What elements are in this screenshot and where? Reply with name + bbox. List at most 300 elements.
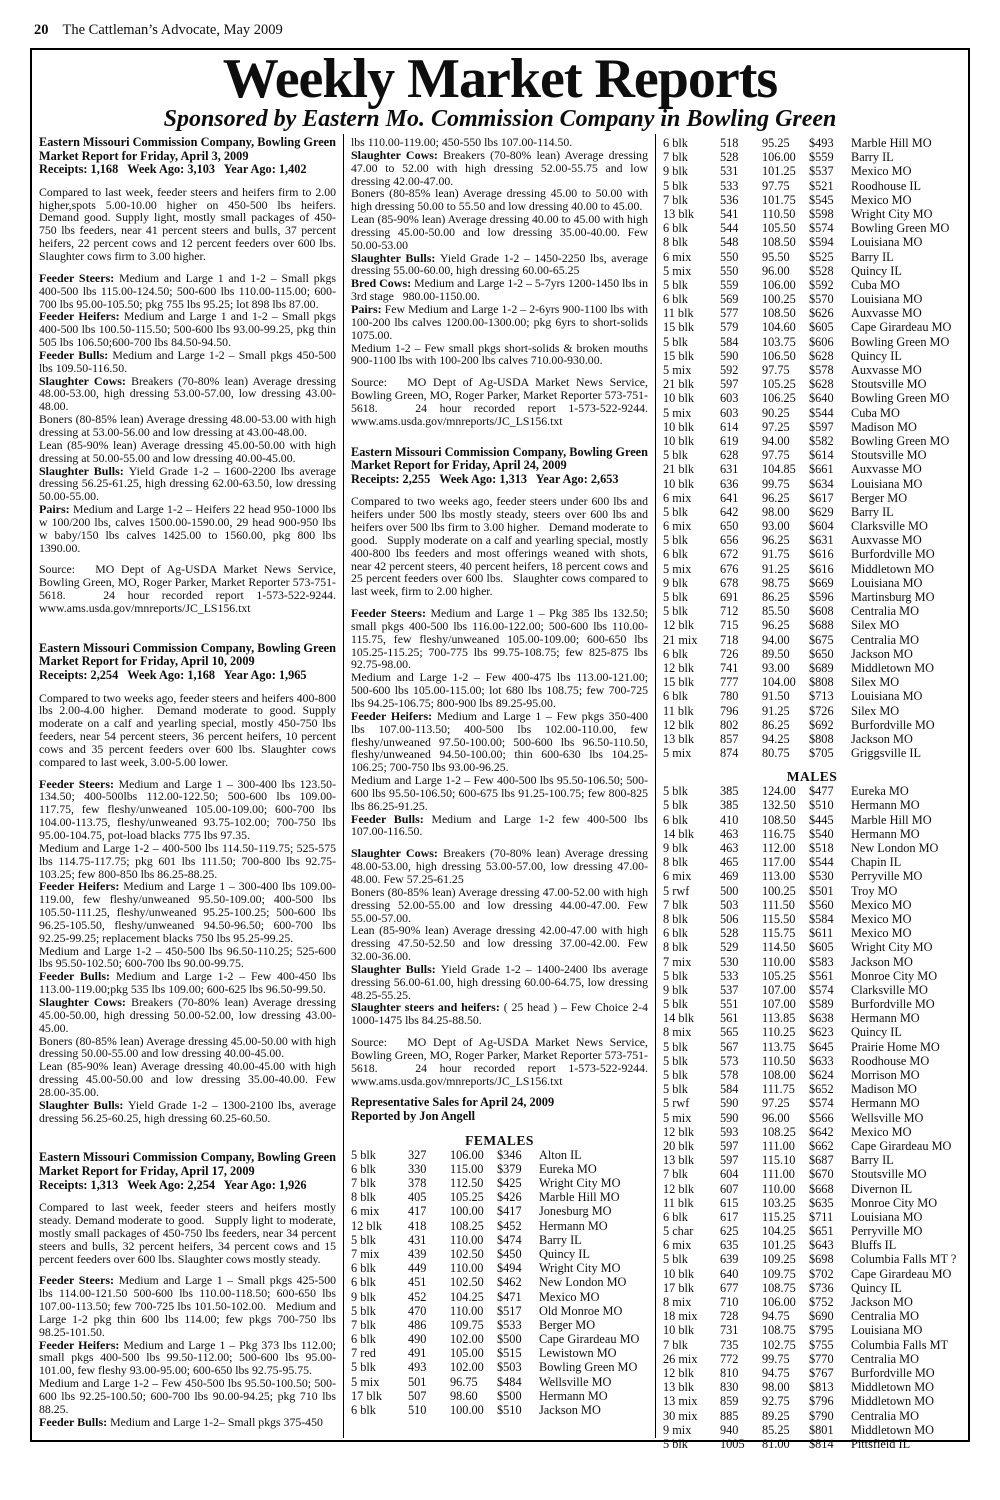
sale-head-count: 5 blk: [663, 784, 688, 799]
sale-origin: Mexico MO: [851, 164, 912, 179]
sale-price: 99.75: [762, 1351, 790, 1366]
sale-price: 80.75: [762, 746, 790, 761]
sale-total: $796: [809, 1394, 834, 1409]
sale-price: 117.00: [762, 855, 796, 870]
sale-row: [351, 1403, 648, 1417]
sale-price: 105.25: [762, 968, 796, 983]
sale-total: $494: [497, 1261, 522, 1276]
sale-row: [351, 1304, 648, 1318]
sale-weight: 617: [720, 1209, 739, 1224]
sale-weight: 385: [720, 784, 739, 799]
sale-total: $426: [497, 1190, 522, 1205]
sale-row: [663, 1423, 961, 1437]
sale-weight: 678: [720, 575, 739, 590]
sale-weight: 537: [720, 982, 739, 997]
sale-origin: Quincy IL: [851, 1025, 902, 1040]
sale-origin: New London MO: [539, 1275, 627, 1290]
sale-price: 107.00: [762, 997, 796, 1012]
sale-head-count: 8 blk: [663, 911, 688, 926]
sale-total: $525: [809, 249, 834, 264]
sale-head-count: 13 blk: [663, 206, 695, 221]
sale-origin: Columbia Falls MT ?: [851, 1252, 957, 1267]
sales-table-title: MALES: [786, 769, 838, 785]
sale-total: $530: [809, 869, 834, 884]
sale-total: $582: [809, 433, 834, 448]
sale-total: $596: [809, 590, 834, 604]
sale-weight: 859: [720, 1394, 739, 1409]
sale-row: [663, 912, 961, 926]
sale-origin: Auxvasse MO: [851, 533, 922, 548]
sale-row: [663, 1295, 961, 1309]
sale-head-count: 10 blk: [663, 419, 695, 434]
sale-total: $634: [809, 476, 834, 491]
sale-total: $617: [809, 490, 834, 505]
sale-weight: 604: [720, 1167, 739, 1182]
report-header-line: Market Report for Friday, April 24, 2009: [351, 458, 567, 473]
sale-row: [663, 855, 961, 869]
sale-price: 111.00: [762, 1167, 795, 1182]
sale-weight: 780: [720, 689, 739, 704]
sale-price: 99.75: [762, 476, 790, 491]
sale-head-count: 5 blk: [663, 997, 688, 1012]
sale-total: $687: [809, 1153, 834, 1168]
sale-head-count: 10 blk: [663, 1323, 695, 1338]
sale-weight: 639: [720, 1252, 739, 1267]
sale-origin: Quincy IL: [851, 1280, 902, 1295]
sale-price: 110.00: [450, 1261, 484, 1276]
sale-price: 92.75: [762, 1394, 790, 1409]
sale-weight: 718: [720, 632, 739, 647]
sale-price: 96.00: [762, 263, 790, 278]
sale-head-count: 5 blk: [663, 968, 688, 983]
sale-total: $425: [497, 1176, 522, 1191]
sale-row: [663, 675, 961, 689]
sale-row: [663, 1366, 961, 1380]
sale-price: 115.10: [762, 1153, 796, 1168]
sale-total: $471: [497, 1289, 522, 1304]
report-paragraph: Feeder Steers: Medium and Large 1 – Pkg 385 lbs 132.50; small pkgs 400-500 lbs 116.00-122.00; 500-600 lbs 110.00-115.75, few fleshy/unweaned 105.00-109.00; 600-650 lbs 105.25-115.25; 700-775 lbs 99.75-108.75; few 825-875 lbs 92.75-98.00.: [351, 606, 649, 672]
sale-price: 102.50: [450, 1275, 484, 1290]
sale-head-count: 12 blk: [663, 1124, 695, 1139]
sale-weight: 561: [720, 1011, 739, 1026]
sale-head-count: 8 mix: [663, 1295, 692, 1309]
report-paragraph: Compared to two weeks ago, feeder steers under 600 lbs and heifers under 500 lbs mostly steady, steers over 600 lbs and heifers over 500 lbs firm to 3.00 higher. Demand moderate to good. Supply moderate on a calf and yearling special, mostly 400-800 lbs feeders and most offerings weaned with shots, near 42 percent steers, 40 percent heifers, 18 percent cows and 25 percent feeders over 600 lbs. Slaughter cows compared to last week, firm to 2.00 higher.: [351, 494, 648, 599]
sale-head-count: 6 mix: [663, 869, 692, 884]
report-paragraph: Slaughter steers and heifers: ( 25 head ) – Few Choice 2-4 1000-1475 lbs 84.25-88.50.: [351, 1000, 648, 1028]
sale-total: $624: [809, 1068, 834, 1082]
sale-head-count: 6 mix: [663, 519, 692, 534]
sale-total: $642: [809, 1124, 834, 1139]
sale-price: 101.25: [762, 1238, 796, 1253]
masthead: [32, 50, 968, 132]
sale-weight: 501: [408, 1374, 427, 1389]
sale-row: [663, 997, 961, 1011]
sale-total: $462: [497, 1275, 522, 1290]
report-header-line: Market Report for Friday, April 10, 2009: [39, 654, 255, 669]
sale-total: $574: [809, 221, 834, 236]
sale-head-count: 6 blk: [663, 292, 688, 307]
sale-row: [663, 420, 961, 434]
sale-price: 115.25: [762, 1209, 796, 1224]
report-header: [39, 136, 336, 177]
sale-price: 94.75: [762, 1365, 790, 1380]
sale-total: $755: [809, 1337, 834, 1352]
sale-total: $606: [809, 334, 834, 349]
sale-price: 98.75: [762, 575, 790, 590]
sale-total: $801: [809, 1422, 834, 1437]
sale-origin: Bowling Green MO: [539, 1360, 638, 1375]
sale-row: [663, 250, 961, 264]
report-paragraph: Feeder Steers: Medium and Large 1 – Small pkgs 425-500 lbs 114.00-121.50 500-600 lbs 110.00-118.50; 600-650 lbs 107.00-113.50; few 700-725 lbs 101.50-102.00. Medium and Large 1-2 pkg thin 600 lbs 114.00; few pkgs 700-750 lbs 98.25-101.50.: [39, 1273, 336, 1339]
sale-weight: 830: [720, 1380, 739, 1395]
sale-row: [663, 406, 961, 420]
spacer: [39, 624, 336, 633]
sale-row: [663, 533, 961, 547]
sale-origin: Centralia MO: [851, 604, 919, 619]
sale-price: 105.50: [762, 221, 796, 236]
sale-head-count: 12 blk: [663, 1365, 695, 1380]
sale-weight: 469: [720, 869, 739, 884]
sale-price: 98.00: [762, 1380, 790, 1395]
sale-row: [663, 1210, 961, 1224]
sale-head-count: 11 blk: [663, 1195, 694, 1210]
sale-weight: 802: [720, 717, 739, 732]
sale-total: $570: [809, 292, 834, 307]
sale-origin: Stoutsville MO: [851, 448, 927, 463]
sale-head-count: 21 mix: [663, 632, 698, 647]
sale-total: $566: [809, 1110, 834, 1125]
sale-weight: 470: [408, 1303, 427, 1318]
sale-weight: 439: [408, 1246, 427, 1261]
sale-row: [663, 704, 961, 718]
sale-row: [663, 150, 961, 164]
sale-price: 110.25: [762, 1025, 796, 1040]
sale-total: $533: [497, 1317, 522, 1332]
sale-total: $604: [809, 519, 834, 534]
sale-origin: Bluffs IL: [851, 1238, 897, 1253]
sale-price: 106.00: [762, 150, 796, 165]
sale-head-count: 5 char: [663, 1224, 694, 1239]
sale-origin: Centralia MO: [851, 1351, 919, 1366]
report-header: [351, 1096, 648, 1123]
sale-head-count: 5 blk: [351, 1360, 376, 1375]
sale-origin: Madison MO: [851, 1082, 917, 1097]
paragraph-lead: Bred Cows:: [351, 276, 415, 291]
report-paragraph: Boners (80-85% lean) Average dressing 45.00 to 50.00 with high dressing 50.00 to 55.50 and low dressing 40.00 to 45.00.: [351, 186, 648, 214]
sale-row: [663, 264, 961, 278]
sale-origin: Middletown MO: [851, 1380, 935, 1395]
sale-row: [663, 391, 961, 405]
paragraph-lead: Feeder Steers:: [39, 1273, 119, 1288]
sale-origin: Mexico MO: [851, 1124, 912, 1139]
sale-origin: New London MO: [851, 841, 939, 855]
sale-total: $493: [809, 136, 834, 150]
sale-price: 91.25: [762, 561, 790, 576]
sale-price: 116.75: [762, 826, 796, 841]
sale-head-count: 6 mix: [663, 1238, 692, 1253]
sale-head-count: 6 blk: [663, 547, 688, 562]
report-paragraph: Feeder Steers: Medium and Large 1 – 300-400 lbs 123.50-134.50; 400-500lbs 112.00-122.50; 500-600 lbs 109.00-117.75, few fleshy/unweaned 105.00-109.00; 600-700 lbs 104.00-113.75, fleshy/unweaned 93.75-102.00; 700-750 lbs 95.00-104.75, pot-load blacks 775 lbs 97.35.: [39, 776, 336, 842]
sale-total: $692: [809, 717, 834, 732]
sale-weight: 642: [720, 504, 739, 519]
sale-total: $540: [809, 826, 834, 841]
sale-row: [663, 1196, 961, 1210]
sale-weight: 607: [720, 1181, 739, 1196]
sale-origin: Hermann MO: [851, 1096, 920, 1111]
sale-price: 91.75: [762, 547, 790, 562]
sale-row: [351, 1162, 648, 1176]
sale-price: 94.00: [762, 433, 790, 448]
sale-head-count: 17 blk: [663, 1280, 695, 1295]
sale-weight: 676: [720, 561, 739, 576]
report-paragraph: Slaughter Cows: Breakers (70-80% lean) Average dressing 47.00 to 52.00 with high dressing 52.00-55.75 and low dressing 42.00-47.00.: [351, 147, 648, 188]
sale-weight: 529: [720, 940, 739, 955]
sale-weight: 548: [720, 235, 739, 250]
sale-origin: Perryville MO: [851, 869, 923, 884]
sale-weight: 417: [408, 1204, 427, 1219]
sale-weight: 796: [720, 703, 739, 718]
sale-head-count: 5 blk: [663, 277, 688, 292]
sale-total: $668: [809, 1181, 834, 1196]
sale-head-count: 6 blk: [351, 1403, 376, 1418]
sale-weight: 741: [720, 660, 739, 675]
sale-price: 97.75: [762, 178, 790, 193]
sale-head-count: 6 mix: [663, 249, 692, 264]
sale-head-count: 6 blk: [663, 926, 688, 941]
sale-price: 105.25: [450, 1190, 484, 1205]
sale-row: [663, 491, 961, 505]
sale-origin: Old Monroe MO: [539, 1303, 623, 1318]
sale-price: 102.50: [450, 1246, 484, 1261]
column-right: [656, 134, 968, 1451]
sale-origin: Burfordville MO: [851, 1365, 935, 1380]
sale-total: $510: [497, 1403, 522, 1418]
sale-price: 108.25: [450, 1218, 484, 1233]
sale-weight: 628: [720, 448, 739, 463]
sale-weight: 431: [408, 1232, 427, 1247]
sale-row: [663, 519, 961, 533]
sale-price: 112.50: [450, 1176, 484, 1191]
sale-total: $417: [497, 1204, 522, 1219]
sale-origin: Louisiana MO: [851, 1323, 923, 1338]
sale-price: 101.75: [762, 192, 796, 207]
sale-weight: 631: [720, 462, 739, 477]
sale-head-count: 10 blk: [663, 476, 695, 491]
report-paragraph: Medium and Large 1-2 – 400-500 lbs 114.50-119.75; 525-575 lbs 114.75-117.75; pkg 601 lbs 111.50; 700-800 lbs 92.75-103.25; few 800-850 lbs 86.25-88.25.: [39, 840, 336, 881]
sale-price: 115.00: [450, 1161, 484, 1176]
sale-price: 97.75: [762, 363, 790, 377]
sale-total: $559: [809, 150, 834, 165]
sale-origin: Bowling Green MO: [851, 221, 950, 236]
sale-row: [663, 732, 961, 746]
sale-origin: Chapin IL: [851, 855, 902, 870]
report-header: [351, 446, 648, 487]
sale-head-count: 5 blk: [663, 1252, 688, 1267]
sale-row: [351, 1261, 648, 1275]
sale-weight: 940: [720, 1422, 739, 1437]
report-paragraph: Feeder Heifers: Medium and Large 1 and 1-2 – Small pkgs 400-500 lbs 100.50-115.50; 500-600 lbs 93.00-99.25, pkg thin 505 lbs 106.50;600-700 lbs 84.50-94.50.: [39, 309, 337, 350]
sale-total: $500: [497, 1388, 522, 1403]
sale-row: [663, 618, 961, 632]
sale-price: 96.00: [762, 1110, 790, 1125]
sale-total: $643: [809, 1238, 834, 1253]
sale-origin: Quincy IL: [851, 263, 902, 278]
sale-price: 113.00: [762, 869, 796, 884]
sale-origin: Monroe City MO: [851, 1195, 938, 1210]
sale-price: 105.25: [762, 377, 796, 392]
sale-price: 110.50: [762, 1053, 796, 1068]
sale-total: $635: [809, 1195, 834, 1210]
sale-row: [663, 1437, 961, 1451]
sale-price: 95.50: [762, 249, 790, 264]
sale-weight: 536: [720, 192, 739, 207]
sale-weight: 518: [720, 136, 739, 150]
paragraph-lead: Pairs:: [351, 301, 385, 316]
sale-origin: Perryville MO: [851, 1224, 923, 1239]
sale-origin: Mexico MO: [539, 1289, 600, 1304]
sale-total: $702: [809, 1266, 834, 1281]
sale-head-count: 12 blk: [351, 1218, 383, 1233]
sale-row: [351, 1346, 648, 1360]
report-paragraph: lbs 110.00-119.00; 450-550 lbs 107.00-114.50.: [351, 135, 573, 149]
sale-price: 104.25: [762, 1224, 796, 1239]
report-paragraph: Slaughter Bulls: Yield Grade 1-2 – 1400-2400 lbs average dressing 56.00-61.00, high dressing 60.00-64.75, low dressing 48.25-55.25.: [351, 961, 648, 1002]
sale-origin: Stoutsville MO: [851, 377, 927, 392]
sale-origin: Louisiana MO: [851, 575, 923, 590]
sale-origin: Jackson MO: [851, 731, 913, 746]
sale-origin: Alton IL: [539, 1147, 582, 1162]
sale-head-count: 6 mix: [663, 490, 692, 505]
sale-total: $629: [809, 504, 834, 519]
sale-price: 97.25: [762, 1096, 790, 1111]
sale-head-count: 9 blk: [663, 575, 688, 590]
sale-price: 104.25: [450, 1289, 484, 1304]
spacer: [39, 615, 336, 624]
sale-price: 111.50: [762, 897, 795, 912]
paragraph-lead: Slaughter Bulls:: [351, 250, 441, 265]
sale-origin: Cuba MO: [851, 405, 900, 420]
report-paragraph: Boners (80-85% lean) Average dressing 48.00-53.00 with high dressing at 53.00-56.00 and low dressing at 43.00-48.00.: [39, 412, 336, 439]
sale-origin: Divernon IL: [851, 1181, 913, 1196]
sale-price: 105.00: [450, 1346, 484, 1361]
sale-total: $592: [809, 277, 834, 292]
sale-head-count: 13 blk: [663, 1380, 695, 1395]
sale-price: 96.25: [762, 618, 790, 633]
sale-weight: 327: [408, 1147, 427, 1162]
sale-origin: Troy MO: [851, 883, 898, 898]
sale-origin: Barry IL: [851, 504, 894, 519]
sale-head-count: 5 mix: [663, 1110, 692, 1125]
sale-total: $616: [809, 561, 834, 576]
sale-total: $544: [809, 855, 834, 870]
sale-total: $661: [809, 462, 834, 477]
sale-row: [663, 1409, 961, 1423]
sale-weight: 465: [720, 855, 739, 870]
sale-row: [663, 661, 961, 675]
sale-total: $379: [497, 1161, 522, 1176]
sale-price: 109.75: [450, 1317, 484, 1332]
sale-total: $808: [809, 675, 834, 690]
sale-weight: 635: [720, 1238, 739, 1253]
sale-weight: 503: [720, 897, 739, 912]
sale-head-count: 5 blk: [663, 1053, 688, 1068]
sale-weight: 569: [720, 292, 739, 307]
report-header-line: Representative Sales for April 24, 2009: [351, 1095, 555, 1110]
sale-origin: Wright City MO: [539, 1176, 621, 1191]
sale-row: [663, 278, 961, 292]
spacer: [351, 428, 648, 437]
publication-title: The Cattleman’s Advocate, May 2009: [62, 22, 283, 38]
sale-origin: Bowling Green MO: [851, 334, 950, 349]
sale-head-count: 20 blk: [663, 1138, 695, 1153]
sale-origin: Jonesburg MO: [539, 1204, 612, 1219]
sale-origin: Wellsville MO: [539, 1374, 612, 1389]
sale-total: $510: [809, 798, 834, 813]
sale-price: 93.00: [762, 519, 790, 534]
sale-total: $675: [809, 632, 834, 647]
sale-origin: Berger MO: [851, 490, 908, 505]
sale-head-count: 5 blk: [663, 1068, 688, 1082]
sale-weight: 451: [408, 1275, 427, 1290]
sale-total: $346: [497, 1147, 522, 1162]
sale-total: $445: [809, 812, 834, 827]
sale-head-count: 8 blk: [663, 235, 688, 250]
sale-price: 89.25: [762, 1408, 790, 1423]
sale-row: [663, 784, 961, 798]
sale-total: $598: [809, 206, 834, 221]
sale-row: [663, 505, 961, 519]
report-header: [39, 642, 336, 683]
sale-head-count: 10 blk: [663, 391, 695, 406]
page-number: 20: [34, 22, 49, 38]
sale-weight: 528: [720, 926, 739, 941]
sale-total: $583: [809, 954, 834, 969]
sale-head-count: 6 blk: [663, 812, 688, 827]
sale-weight: 656: [720, 533, 739, 548]
sale-weight: 603: [720, 405, 739, 420]
sale-row: [663, 689, 961, 703]
sale-total: $688: [809, 618, 834, 633]
sale-weight: 597: [720, 377, 739, 392]
sale-price: 94.75: [762, 1309, 790, 1324]
report-header-line: Market Report for Friday, April 3, 2009: [39, 148, 249, 163]
sale-origin: Wellsville MO: [851, 1110, 924, 1125]
sale-weight: 614: [720, 419, 739, 434]
sale-price: 104.85: [762, 462, 796, 477]
sale-weight: 573: [720, 1053, 739, 1068]
paragraph-lead: Slaughter steers and heifers:: [351, 1000, 504, 1015]
sale-row: [663, 1139, 961, 1153]
sale-row: [663, 477, 961, 491]
sale-weight: 463: [720, 826, 739, 841]
sale-row: [663, 813, 961, 827]
report-paragraph: Pairs: Few Medium and Large 1-2 – 2-6yrs 900-1100 lbs with 100-200 lbs calves 1200.00-1300.00; pkg 6yrs to short-solids 1075.00.: [351, 301, 648, 342]
sale-price: 102.75: [762, 1337, 796, 1352]
sale-head-count: 7 mix: [663, 954, 692, 969]
sale-origin: Eureka MO: [539, 1161, 597, 1176]
sale-total: $503: [497, 1360, 522, 1375]
sale-price: 110.00: [762, 1181, 796, 1196]
sale-weight: 640: [720, 1266, 739, 1281]
sale-total: $623: [809, 1025, 834, 1040]
sale-row: [663, 746, 961, 760]
paragraph-lead: Feeder Bulls:: [351, 811, 432, 826]
report-paragraph: Lean (85-90% lean) Average dressing 42.00-47.00 with high dressing 47.50-52.50 and low dressing 37.00-42.00. Few 32.00-36.00.: [351, 923, 648, 964]
sale-price: 109.75: [762, 1266, 796, 1281]
sale-weight: 533: [720, 178, 739, 193]
sale-total: $770: [809, 1351, 834, 1366]
sale-head-count: 5 blk: [663, 798, 688, 813]
